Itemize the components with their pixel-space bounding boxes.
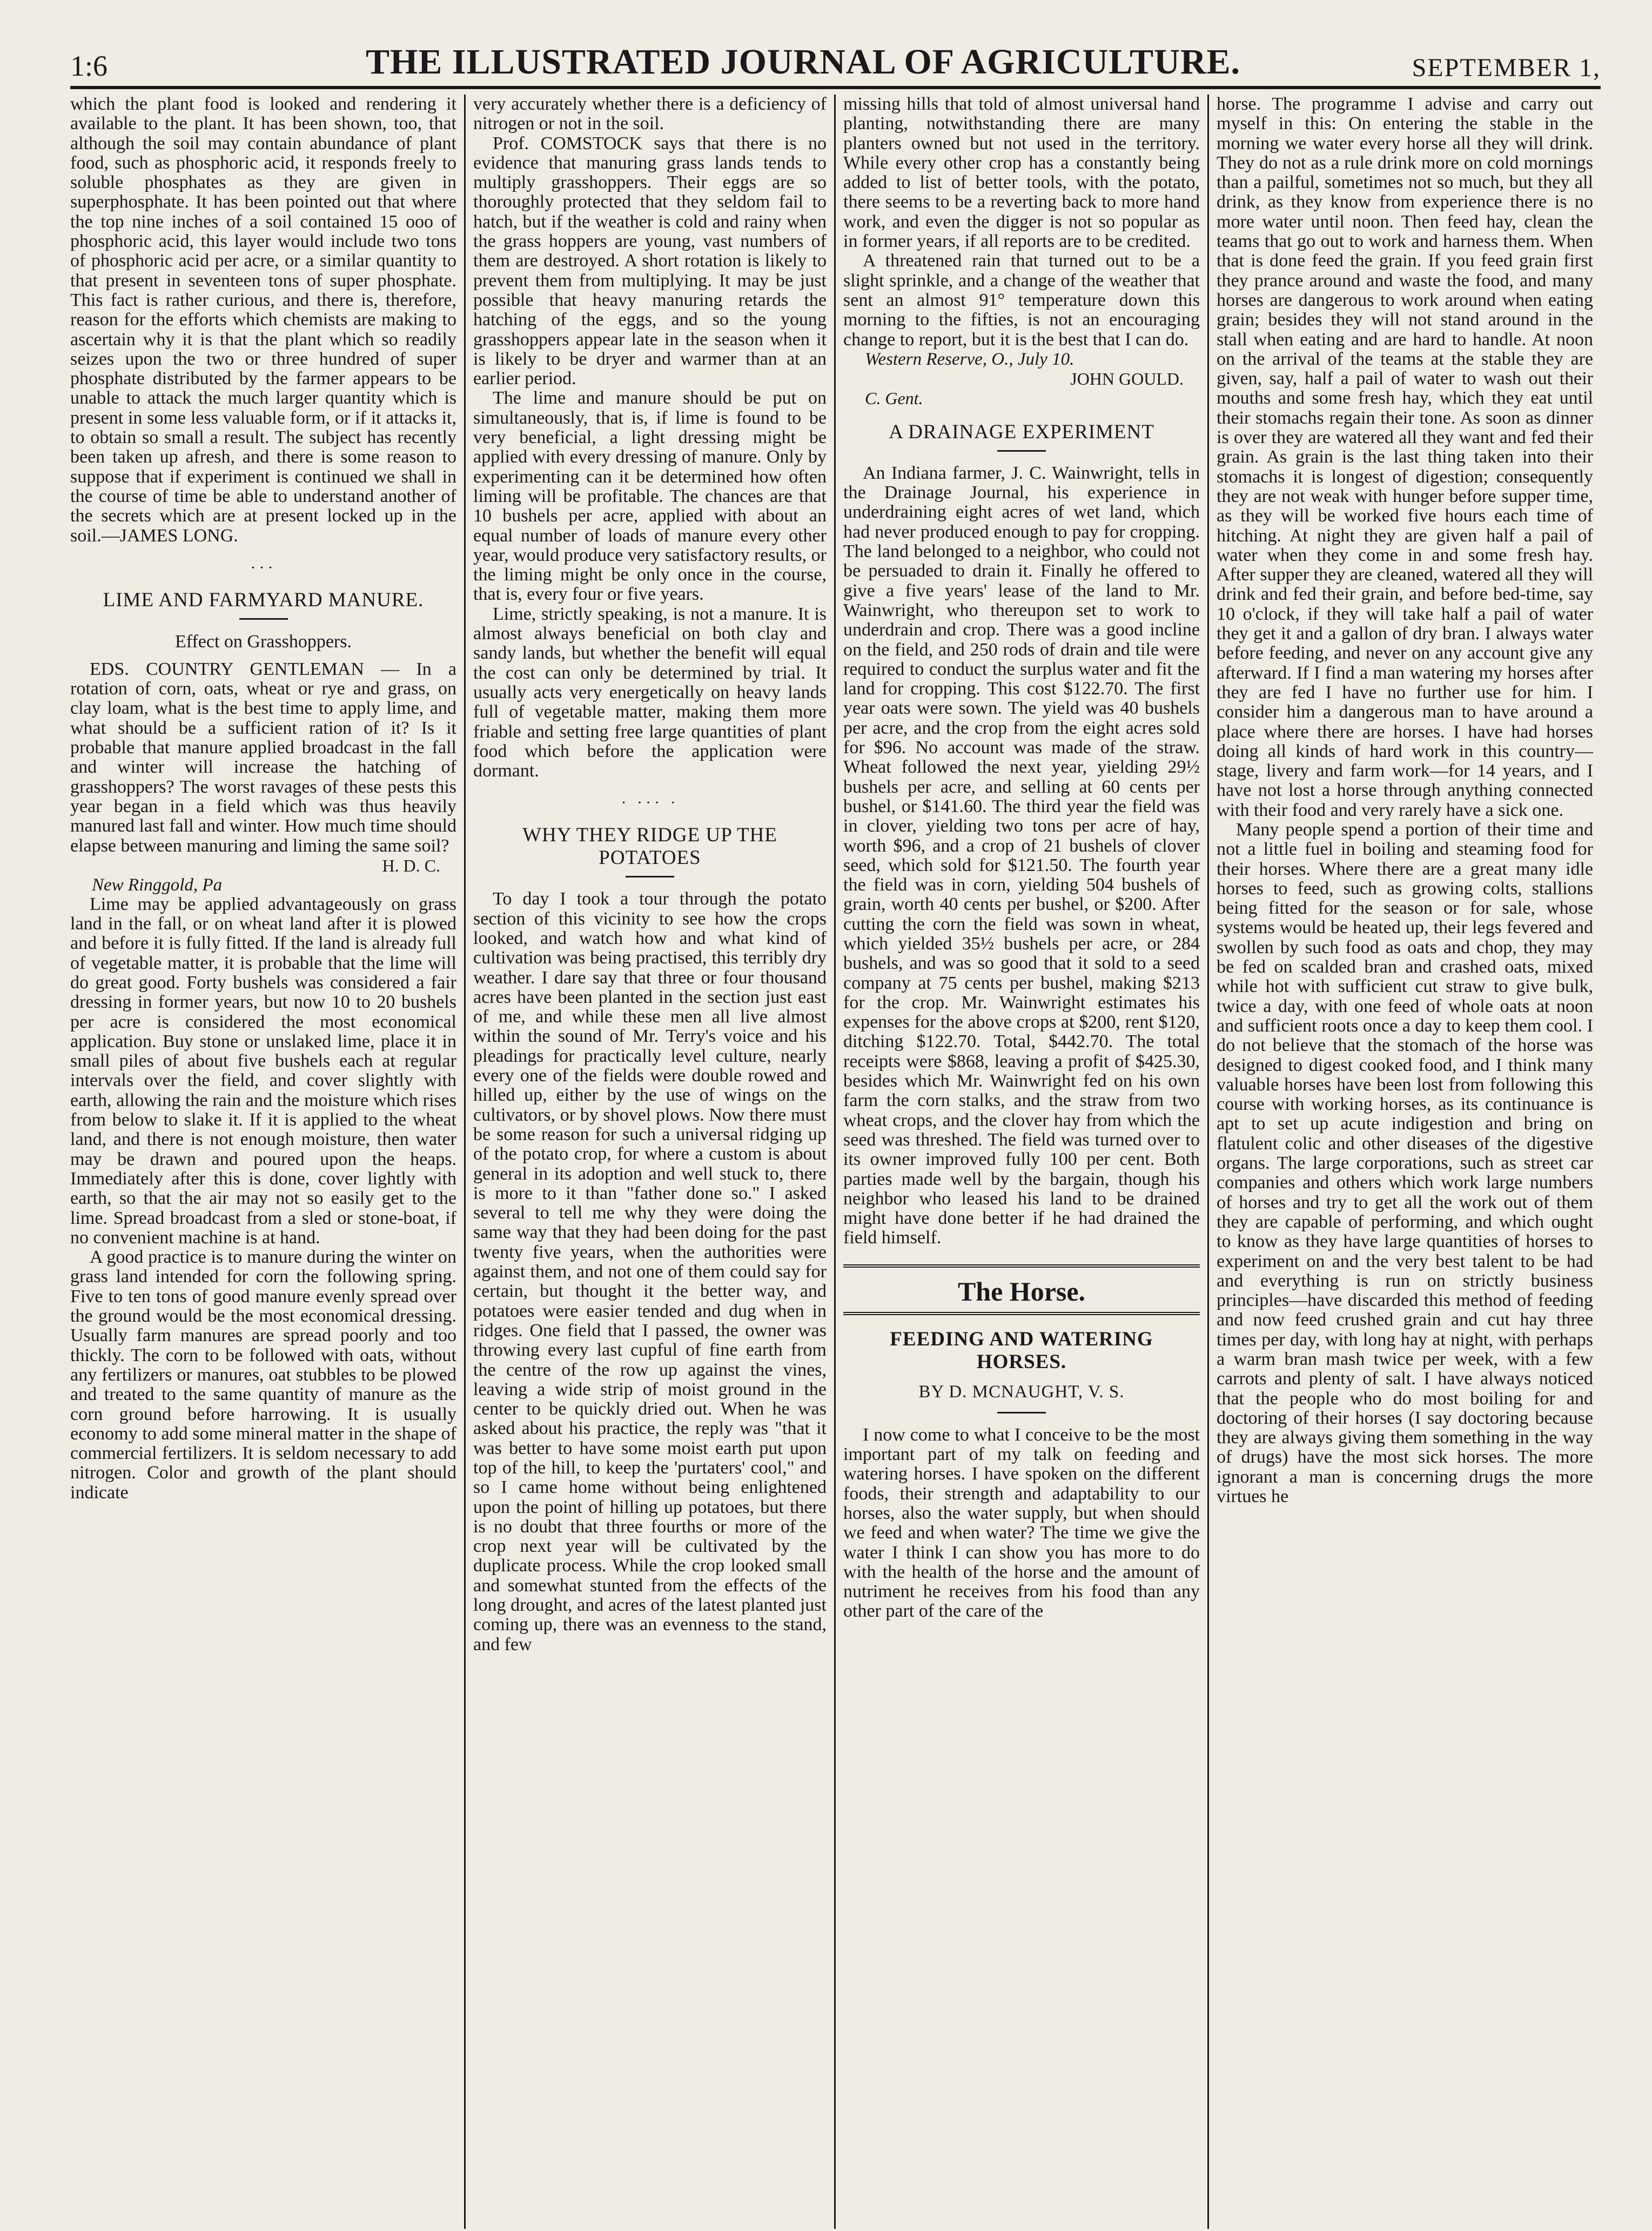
article-paragraph: Lime, strictly speaking, is not a manure. It is almost always beneficial on both clay and sandy lands, but whether the benefit will equal the cost can only be determined by trial. It usually acts very energetically on heavy lands full of vegetable matter, making them more friable and setting free large quantities of plant food which before the application were dormant. — [473, 604, 827, 781]
article-paragraph: The lime and manure should be put on simultaneously, that is, if lime is found to be very beneficial, a light dressing might be applied with every dressing of manure. Only by experimenting can it be determined how often liming will be profitable. The chances are that 10 bushels per acre, applied with about an equal number of loads of manure every other year, would produce very satisfactory results, or the liming might be only once in the course, that is, every four or five years. — [473, 388, 827, 605]
article-paragraph: which the plant food is looked and rendering it available to the plant. It has been shown, too, that although the soil may contain abundance of plant food, such as phosphoric acid, it responds freely to soluble phosphates as they are given in superphosphate. It has been pointed out that where the top nine inches of a soil contained 15 ooo of phosphoric acid, this layer would include two tons of phosphoric acid per acre, or a similar quantity to that present in seventeen tons of super phosphate. This fact is rather curious, and there is, therefore, reason for the efforts which chemists are making to ascertain why it is that the plant which so readily seizes upon the two or three hundred of super phosphate distributed by the farmer appears to be unable to attack the much larger quantity which is present in some less valuable form, or if it attacks it, to obtain so small a result. The subject has recently been taken up afresh, and there is some reason to suppose that if experiment is continued we shall in the course of time be able to understand another of the secrets which are at present locked up in the soil.—JAMES LONG. — [70, 95, 456, 546]
article-signature: JOHN GOULD. — [1070, 369, 1184, 388]
article-paragraph: A good practice is to manure during the winter on grass land intended for corn the following spring. Five to ten tons of good manure evenly spread over the ground would be the most economical dressing. Usually farm manures are spread poorly and too thickly. The corn to be followed with oats, without any fertilizers or manures, oat stubbles to be plowed and treated to the same quantity of manure as the corn ground before harrowing. It is usually economy to add some mineral matter in the shape of commercial fertilizers. It is seldom necessary to add nitrogen. Color and growth of the plant should indicate — [70, 1247, 456, 1503]
article-paragraph: very accurately whether there is a deficiency of nitrogen or not in the soil. — [473, 95, 827, 134]
page-number: 1:6 — [70, 50, 108, 82]
article-paragraph: Prof. COMSTOCK says that there is no evidence that manuring grass lands tends to multiply grasshoppers. Their eggs are so thoroughly protected that they seldom fail to hatch, but if the weather is cold and rainy when the grass hoppers are young, vast numbers of them are destroyed. A short rotation is likely to prevent them from multiplying. It may be just possible that heavy manuring retards the hatching of the eggs, and so the young grasshoppers appear late in the season when it is likely to be dryer and warmer than at an earlier period. — [473, 133, 827, 389]
department-rule-bottom — [843, 1312, 1200, 1315]
heading-rule — [997, 450, 1046, 452]
article-heading-potatoes: WHY THEY RIDGE UP THE POTATOES — [522, 824, 777, 869]
article-paragraph: horse. The programme I advise and carry out myself in this: On entering the stable in the morning we water every horse all they will drink. They do not as a rule drink more on cold mornings than a pailful, sometimes not so much, but they all drink, as they know from experience there is no more water until noon. Then feed hay, clean the teams that go out to work and harness them. When that is done feed the grain. If you feed grain first they prance around and waste the food, and many horses are dangerous to work around when eating grain; besides they will not stand around in the stall when eating and are hard to handle. At noon on the arrival of the teams at the stable they are given, say, half a pail of water to wash out their mouths and some fresh hay, which they eat until their stomachs regain their tone. As soon as dinner is over they are watered all they want and fed their grain. As grain is the last thing taken into their stomachs it is longest of digestion; consequently they are not weak with hunger before supper time, as they will be worked five hours each time of hitching. At night they are given half a pail of water when they come in and some fresh hay. After supper they are cleaned, watered all they will drink and fed their grain, and before bed-time, say 10 o'clock, if they will take half a pail of water they get it and a gallon of dry bran. I always water before feeding, and never on any account give any afterward. If I find a man watering my horses after they are fed I have no further use for him. I consider him a dangerous man to have around a place where there are horses. I have had horses doing all kinds of hard work in this country—stage, livery and farm work—for 14 years, and I have not lost a horse through anything connected with their food and very rarely have a sick one. — [1217, 95, 1593, 820]
masthead — [70, 38, 1601, 89]
article-columns — [70, 95, 1601, 2229]
article-place: New Ringgold, Pa — [92, 875, 223, 895]
article-byline: BY D. MCNAUGHT, V. S. — [918, 1382, 1125, 1402]
journal-title: THE ILLUSTRATED JOURNAL OF AGRICULTURE. — [365, 42, 1241, 82]
article-heading-lime-manure: LIME AND FARMYARD MANURE. — [103, 588, 424, 611]
heading-rule — [997, 1412, 1046, 1413]
article-paragraph: Many people spend a portion of their time and not a little fuel in boiling and steaming food for their horses. Where there are a great many idle horses to feed, such as growing colts, stallions being fitted for the season or for sale, whose systems would be heated up, their legs fevered and swollen by such food as oats and chop, they may be fed on scalded bran and crashed oats, mixed while hot with sufficient cut straw to give bulk, twice a day, with one feed of whole oats at noon and sufficient roots once a day to keep them cool. I do not believe that the stomach of the horse was designed to digest cooked food, and I think many valuable horses have been lost from following this course with working horses, as its continuance is apt to set up acute indigestion and bring on flatulent colic and other diseases of the digestive organs. The large corporations, such as street car companies and others which work large numbers of horses and try to get all the work out of them they are capable of performing, and which ought to know as they have large quantities of horses to experiment on and the very best talent to be had and everything is run on strictly business principles—have discarded this method of feeding and now feed crushed grain and cut hay three times per day, with long hay at night, with perhaps a warm bran mash twice per week, with a few carrots and plenty of salt. I have always noticed that the people who do most boiling for and doctoring of their horses (I say doctoring because they are always giving them something in the way of drugs) have the most sick horses. The more ignorant a man is concerning drugs the more virtues he — [1217, 819, 1593, 1507]
article-paragraph: Lime may be applied advantageously on grass land in the fall, or on wheat land after it is plowed and before it is fully fitted. If the land is already full of vegetable matter, it is probable that the lime will do great good. Forty bushels was considered a fair dressing in former years, but now 10 to 20 bushels per acre is considered the most economical application. Buy stone or unslaked lime, place it in small piles of about five bushels each at regular intervals over the field, and cover slightly with earth, allowing the rain and the moisture which rises from below to slake it. If it is applied to the wheat land, and there is not enough moisture, then water may be drawn and poured upon the heaps. Immediately after this is done, cover lightly with earth, so that the air may not so easily get to the lime. Spread broadcast from a sled or stone-boat, if no convenient machine is at hand. — [70, 894, 456, 1248]
column-2 — [464, 95, 834, 2229]
article-paragraph: missing hills that told of almost universal hand planting, notwithstanding there are many planters owned but not used in the territory. While every other crop has a constantly being added to list of better tools, with the potato, there seems to be a reverting back to more hand work, and even the digger is not so popular as in former years, if all reports are to be credited. — [843, 95, 1200, 252]
heading-rule — [626, 876, 674, 877]
department-heading-horse: The Horse. — [957, 1276, 1086, 1307]
article-paragraph: A threatened rain that turned out to be a slight sprinkle, and a change of the weather that sent an almost 91° temperature down this morning to the fifties, is not an encouraging change to report, but it is the best that I can do. — [843, 251, 1200, 350]
article-initials: H. D. C. — [382, 855, 440, 875]
column-3 — [834, 95, 1207, 2229]
article-paragraph: I now come to what I conceive to be the most important part of my talk on feeding and watering horses. I have spoken on the different foods, their strength and adaptability to our horses, also the water supply, but when should we feed and when water? The time we give the water I think I can show you has more to do with the health of the horse and the amount of nutriment he receives from his food than any other part of the care of the — [843, 1424, 1200, 1622]
article-source: C. Gent. — [865, 388, 923, 408]
column-1 — [70, 95, 464, 2229]
section-separator: · ··· · — [621, 794, 679, 812]
article-paragraph: An Indiana farmer, J. C. Wainwright, tells in the Drainage Journal, his experience in underdraining eight acres of wet land, which had never produced enough to pay for cropping. The land belonged to a neighbor, who could not be persuaded to drain it. Finally he offered to give a five years' lease of the land to Mr. Wainwright, who thereupon set to work to underdrain and crop. There was a good incline on the field, and 250 rods of drain and tile were required to conduct the surplus water and fit the land for cropping. This cost $122.70. The first year oats were sown. The yield was 40 bushels per acre, and the crop from the eight acres sold for $96. No account was made of the straw. Wheat followed the next year, yielding 29½ bushels per acre, and selling at 60 cents per bushel, or $141.60. The third year the field was in clover, yielding two tons per acre of hay, worth $96, and a crop of 21 bushels of clover seed, which sold for $121.50. The fourth year the field was in corn, yielding 504 bushels of grain, worth 40 cents per bushel, or $200. After cutting the corn the field was sown in wheat, which yielded 35½ bushels per acre, or 284 bushels, and was so good that it sold to a seed company at 75 cents per bushel, making $213 for the crop. Mr. Wainwright estimates his expenses for the above crops at $200, rent $120, ditching $122.70. Total, $442.70. The total receipts were $868, leaving a profit of $425.30, besides which Mr. Wainwright fed on his own farm the corn stalks, and the straw from two wheat crops, and the clover hay from which the seed was threshed. The field was turned over to its owner improved fully 100 per cent. Both parties made well by the bargain, though his neighbor who leased his land to be drained might have done better if he had drained the field himself. — [843, 463, 1200, 1248]
department-rule-top — [843, 1264, 1200, 1274]
article-heading-drainage: A DRAINAGE EXPERIMENT — [889, 420, 1154, 443]
article-subheading: Effect on Grasshoppers. — [174, 631, 352, 652]
article-place: Western Reserve, O., July 10. — [865, 349, 1075, 369]
section-separator: ··· — [250, 558, 277, 577]
article-heading-feeding-horses: FEEDING AND WATERING HORSES. — [890, 1328, 1153, 1373]
heading-rule — [239, 618, 288, 620]
issue-date: SEPTEMBER 1, — [1412, 53, 1601, 82]
column-4 — [1207, 95, 1601, 2229]
article-paragraph: To day I took a tour through the potato section of this vicinity to see how the crops looked, and watch how and what kind of cultivation was being practised, this terribly dry weather. I dare say that three or four thousand acres have been planted in the section just east of me, and while these men all live almost within the sound of Mr. Terry's voice and his pleadings for practically level culture, nearly every one of the fields were double rowed and hilled up, either by the use of wings on the cultivators, or by shovel plows. Now there must be some reason for such a universal ridging up of the potato crop, for where a custom is about general in its adoption and well stuck to, there is more to it than "father done so." I asked several to tell me why they were doing the same way that they had been doing for the past twenty five years, when the authorities were against them, and not one of them could say for certain, but thought it the better way, and potatoes were easier tended and dug when in ridges. One field that I passed, the owner was throwing every last cupful of fine earth from the centre of the row up against the vines, leaving a wide strip of moist ground in the center to be quickly dried out. When he was asked about his practice, the reply was "that it was better to have some moist earth put upon top of the hill, to keep the 'purtaters' cool," and so I came home without being enlightened upon the point of hilling up potatoes, but there is no doubt that three fourths or more of the crop next year will be cultivated by the duplicate process. While the crop looked small and somewhat stunted from the effects of the long drought, and acres of the latest planted just coming up, there was an evenness to the stand, and few — [473, 889, 827, 1654]
article-paragraph: EDS. COUNTRY GENTLEMAN — In a rotation of corn, oats, wheat or rye and grass, on clay loam, what is the best time to apply lime, and what should be a sufficient ration of it? Is it probable that manure applied broadcast in the fall and winter will increase the hatching of grasshoppers? The worst ravages of these pests this year began in a field which was thus heavily manured last fall and winter. How much time should elapse between manuring and liming the same soil? — [70, 659, 456, 856]
